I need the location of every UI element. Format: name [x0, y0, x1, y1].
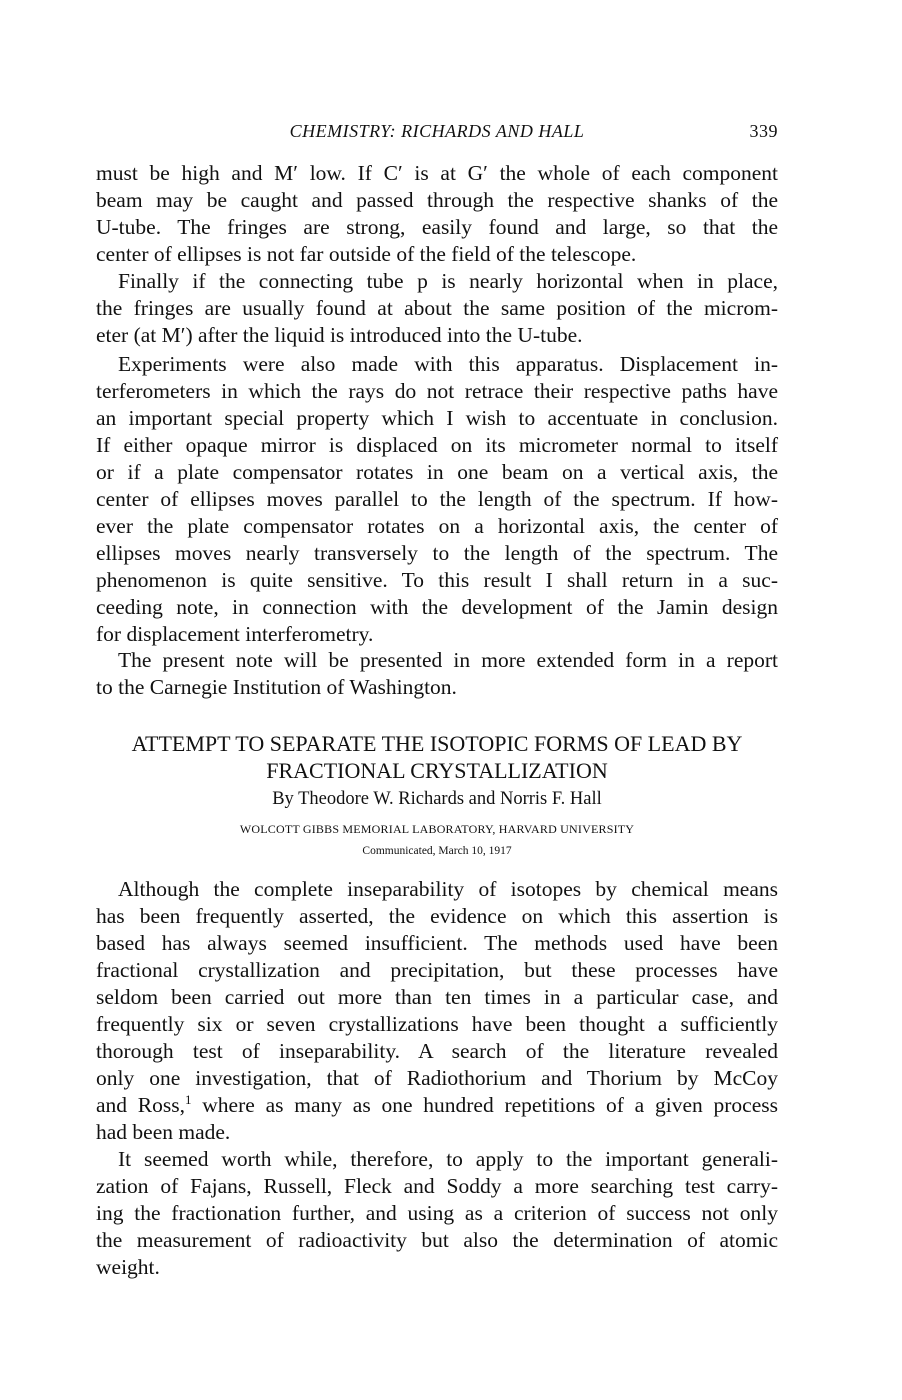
text-line: center of ellipses moves parallel to the length of the spectrum. If how- [96, 487, 778, 511]
text-line: fractional crystallization and precipitation, but these processes have [96, 958, 778, 982]
continuation-paragraph-2 [96, 268, 778, 349]
article-title-line-1: ATTEMPT TO SEPARATE THE ISOTOPIC FORMS OF LEAD BY [131, 731, 743, 756]
footnote-marker[interactable]: 1 [185, 1091, 192, 1107]
text-line: ceeding note, in connection with the development of the Jamin design [96, 595, 778, 619]
article-communicated-date: Communicated, March 10, 1917 [362, 845, 512, 857]
text-line: or if a plate compensator rotates in one beam on a vertical axis, the [96, 460, 778, 484]
text-line: U-tube. The fringes are strong, easily found and large, so that the [96, 215, 778, 239]
text-line: If either opaque mirror is displaced on its micrometer normal to itself [96, 433, 778, 457]
text-line: weight. [96, 1255, 160, 1279]
text-line: has been frequently asserted, the evidence on which this assertion is [96, 904, 778, 928]
text-line: to the Carnegie Institution of Washington. [96, 675, 457, 699]
page-number: 339 [749, 121, 778, 141]
text-line: frequently six or seven crystallizations have been thought a sufficiently [96, 1012, 778, 1036]
article-title [96, 730, 778, 784]
running-header [96, 121, 778, 147]
text-line: eter (at M′) after the liquid is introduced into the U-tube. [96, 323, 583, 347]
article-paragraph-2 [96, 1146, 778, 1281]
text-line: zation of Fajans, Russell, Fleck and Soddy a more searching test carry- [96, 1174, 778, 1198]
text-line: beam may be caught and passed through the respective shanks of the [96, 188, 778, 212]
text-line: had been made. [96, 1120, 231, 1144]
article-paragraph-1 [96, 876, 778, 1146]
text-line: the fringes are usually found at about the same position of the microm- [96, 296, 778, 320]
text-line: ellipses moves nearly transversely to the length of the spectrum. The [96, 541, 778, 565]
text-line: Finally if the connecting tube p is nearly horizontal when in place, [118, 269, 778, 293]
text-line: center of ellipses is not far outside of the field of the telescope. [96, 242, 637, 266]
continuation-paragraph-3 [96, 351, 778, 648]
text-line-with-footnote [96, 1092, 778, 1119]
text-line: based has always seemed insufficient. The methods used have been [96, 931, 778, 955]
text-line: an important special property which I wish to accentuate in conclusion. [96, 406, 778, 430]
text-line: for displacement interferometry. [96, 622, 374, 646]
article-affiliation: WOLCOTT GIBBS MEMORIAL LABORATORY, HARVARD UNIVERSITY [239, 822, 635, 836]
text-fragment: and Ross, [96, 1093, 186, 1117]
text-line: It seemed worth while, therefore, to apply to the important generali- [118, 1147, 778, 1171]
text-line: only one investigation, that of Radiothorium and Thorium by McCoy [96, 1066, 778, 1090]
running-title: CHEMISTRY: RICHARDS AND HALL [289, 121, 585, 141]
article-title-line-2: FRACTIONAL CRYSTALLIZATION [266, 758, 608, 783]
continuation-paragraph-4 [96, 647, 778, 701]
text-line: ing the fractionation further, and using as a criterion of success not only [96, 1201, 778, 1225]
text-line: Experiments were also made with this apparatus. Displacement in- [118, 352, 778, 376]
text-line: Although the complete inseparability of isotopes by chemical means [118, 877, 778, 901]
text-line: terferometers in which the rays do not retrace their respective paths have [96, 379, 778, 403]
text-line: The present note will be presented in more extended form in a report [118, 648, 778, 672]
text-line: the measurement of radioactivity but also the determination of atomic [96, 1228, 778, 1252]
article-authors: By Theodore W. Richards and Norris F. Hall [272, 789, 602, 809]
text-line: phenomenon is quite sensitive. To this result I shall return in a suc- [96, 568, 778, 592]
text-line: thorough test of inseparability. A search of the literature revealed [96, 1039, 778, 1063]
text-line: seldom been carried out more than ten times in a particular case, and [96, 985, 778, 1009]
text-line: must be high and M′ low. If C′ is at G′ the whole of each component [96, 161, 778, 185]
continuation-paragraph-1 [96, 160, 778, 268]
text-fragment: where as many as one hundred repetitions of a given process [191, 1093, 778, 1117]
text-line: ever the plate compensator rotates on a horizontal axis, the center of [96, 514, 778, 538]
